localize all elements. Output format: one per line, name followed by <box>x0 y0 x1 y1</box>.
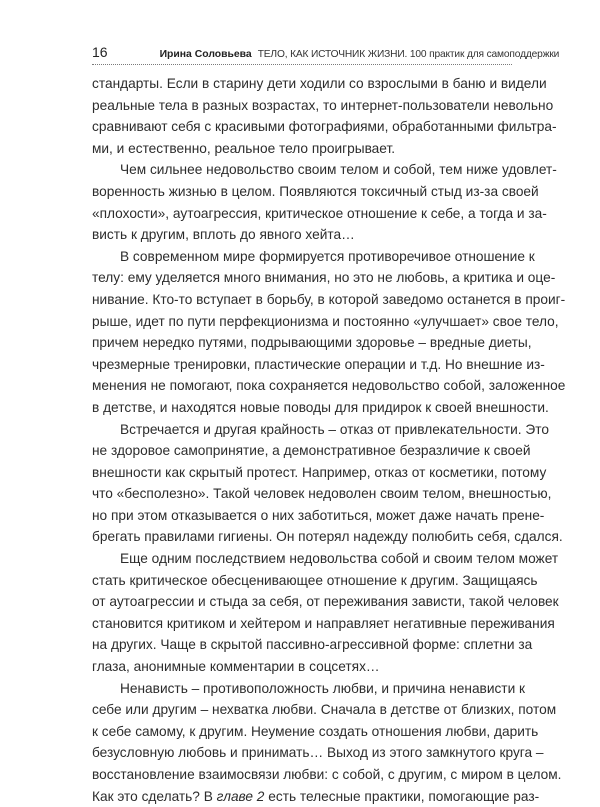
paragraph-5 <box>92 548 559 678</box>
text-line: глаза, анонимные комментарии в соцсетях… <box>92 659 380 675</box>
text-line: Ненависть – противоположность любви, и причина ненависти к <box>120 680 526 696</box>
text-line: нивание. Кто-то вступает в борьбу, в которой заведомо останется в проиг- <box>92 291 566 307</box>
text-line: стать критическое обесценивающее отношение к другим. Защищаясь <box>92 572 538 588</box>
text-line: восстановление взаимосвязи любви: с собой, с другим, с миром в целом. <box>92 767 562 782</box>
text-line: к себе самому, к другим. Неумение создать отношения любви, дарить <box>92 723 539 739</box>
text-line: от аутоагрессии и стыда за себя, от переживания зависти, такой человек <box>92 594 559 610</box>
author-name: Ирина Соловьева <box>159 49 252 60</box>
text-line-with-reference <box>92 786 540 807</box>
text-line: рыше, идет по пути перфекционизма и постоянно «улучшает» свое тело, <box>92 313 559 329</box>
text-line: стандарты. Если в старину дети ходили со взрослыми в баню и видели <box>92 76 547 91</box>
text-line: висть к другим, вплоть до явного хейта… <box>92 227 355 243</box>
text-line: «плохости», аутоагрессия, критическое отношение к себе, а тогда и за- <box>92 205 547 221</box>
text-line: безусловную любовь и принимать… Выход из этого замкнутого круга – <box>92 745 544 761</box>
text-line: Встречается и другая крайность – отказ от привлекательности. Это <box>120 421 549 437</box>
book-title: ТЕЛО, КАК ИСТОЧНИК ЖИЗНИ. 100 практик для самоподдержки <box>257 49 560 60</box>
text-line: становится критиком и хейтером и направляет негативные переживания <box>92 615 555 631</box>
paragraph-1 <box>92 73 557 159</box>
text-line: что «бесполезно». Такой человек недоволен своим телом, внешностью, <box>92 486 552 502</box>
text-segment: Как это сделать? В <box>92 788 217 804</box>
body-text <box>92 73 566 807</box>
text-line: но при этом отказывается о них заботиться, может даже начать прене- <box>92 507 545 523</box>
text-line: Еще одним последствием недовольства собой и своим телом может <box>120 551 559 567</box>
running-header <box>92 44 560 64</box>
text-line: себе или другим – нехватка любви. Сначала в детстве от близких, потом <box>92 702 557 718</box>
paragraph-2 <box>92 159 557 245</box>
text-line: чрезмерные тренировки, пластические операции и т.д. Но внешние из- <box>92 356 545 372</box>
text-line: внешности как скрытый протест. Например, отказ от косметики, потому <box>92 464 547 480</box>
text-line: воренность жизнью в целом. Появляются токсичный стыд из-за своей <box>92 183 539 199</box>
text-line: В современном мире формируется противоречивое отношение к <box>120 248 535 264</box>
text-line: на других. Чаще в скрытой пассивно-агрессивной форме: сплетни за <box>92 637 533 653</box>
text-line: брегать правилами гигиены. Он потерял надежду полюбить себя, сдался. <box>92 529 563 545</box>
text-line: в детстве, и находятся новые поводы для придирок к своей внешности. <box>92 399 549 415</box>
paragraph-4 <box>92 419 563 549</box>
paragraph-3 <box>92 246 566 419</box>
paragraph-6 <box>92 678 562 807</box>
text-line: не здоровое самопринятие, а демонстративное безразличие к своей <box>92 443 531 459</box>
chapter-reference: главе 2 <box>216 788 265 804</box>
text-line: сравнивают себя с красивыми фотографиями, обработанными фильтра- <box>92 119 557 135</box>
page-number: 16 <box>92 44 108 60</box>
text-segment: есть телесные практики, помогающие раз- <box>264 788 540 804</box>
header-divider <box>92 64 512 65</box>
text-line: Чем сильнее недовольство своим телом и собой, тем ниже удовлет- <box>120 162 557 178</box>
text-line: менения не помогают, пока сохраняется недовольство собой, заложенное <box>92 378 566 394</box>
text-line: реальные тела в разных возрастах, то интернет-пользователи невольно <box>92 97 554 113</box>
text-line: ми, и естественно, реальное тело проигрывает. <box>92 140 396 156</box>
text-line: телу: ему уделяется много внимания, но это не любовь, а критика и оце- <box>92 270 556 286</box>
text-line: причем нередко путями, подрывающими здоровье – вредные диеты, <box>92 335 532 351</box>
